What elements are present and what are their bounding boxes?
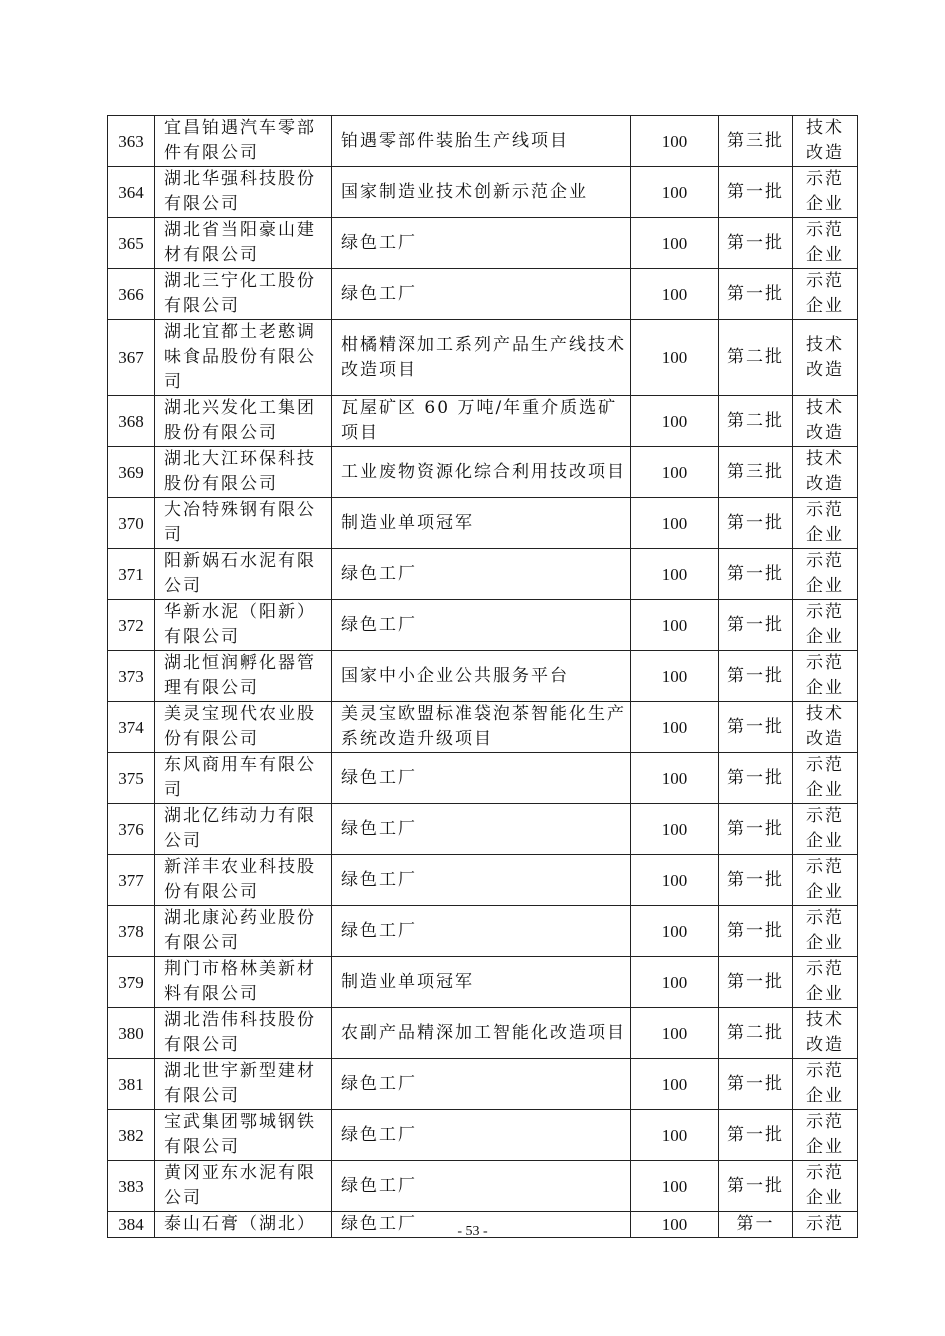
cell-batch [719,396,793,447]
cell-company-text: 湖北恒润孵化器管理有限公司 [164,653,316,698]
cell-number-text: 384 [118,1215,144,1234]
cell-number [108,498,155,549]
cell-number-text: 378 [118,921,144,941]
cell-type [793,1008,858,1059]
cell-amount-text: 100 [661,819,688,839]
cell-type-text: 技术改造 [806,449,844,494]
cell-number-text: 377 [118,870,144,890]
cell-number [108,804,155,855]
cell-project-text: 工业废物资源化综合利用技改项目 [341,461,626,482]
cell-amount [631,600,719,651]
cell-batch-text: 第二批 [727,347,784,367]
cell-batch-text: 第一批 [727,767,784,788]
cell-number-text: 370 [118,513,144,533]
cell-company [155,396,332,447]
cell-number-text: 367 [118,348,144,367]
cell-number-text: 382 [118,1125,144,1145]
cell-batch [719,1008,793,1059]
cell-company [155,218,332,269]
cell-number [108,753,155,804]
cell-project-text: 绿色工厂 [341,1175,417,1196]
cell-amount [631,1110,719,1161]
table-row [108,218,858,269]
cell-company [155,269,332,320]
cell-company-text: 宝武集团鄂城钢铁有限公司 [164,1112,316,1157]
cell-company [155,167,332,218]
cell-amount [631,855,719,906]
table-row [108,320,858,396]
cell-type [793,396,858,447]
cell-batch [719,651,793,702]
cell-project-text: 绿色工厂 [341,232,417,253]
cell-batch-text: 第一批 [727,181,784,202]
cell-amount [631,269,719,320]
table-row [108,906,858,957]
cell-amount-text: 100 [661,564,688,584]
cell-amount-text: 100 [661,615,688,635]
cell-batch [719,116,793,167]
cell-amount-text: 100 [661,666,688,686]
table-row [108,651,858,702]
cell-batch [719,600,793,651]
cell-project [332,600,631,651]
table-row [108,167,858,218]
cell-amount-text: 100 [661,1215,688,1234]
cell-batch-text: 第一批 [727,1175,784,1196]
cell-amount-text: 100 [661,513,688,533]
cell-batch [719,1110,793,1161]
cell-type-text: 示范企业 [806,500,844,545]
cell-type [793,651,858,702]
cell-amount-text: 100 [661,768,688,788]
cell-company [155,1008,332,1059]
table-row [108,1110,858,1161]
cell-type [793,116,858,167]
cell-company-text: 新洋丰农业科技股份有限公司 [164,857,316,902]
cell-type-text: 技术改造 [806,1010,844,1055]
cell-batch [719,269,793,320]
cell-batch-text: 第一批 [727,920,784,941]
cell-batch-text: 第一批 [727,512,784,533]
cell-project [332,1161,631,1212]
cell-company-text: 宜昌铂遇汽车零部件有限公司 [164,118,316,163]
cell-company-text: 湖北省当阳豪山建材有限公司 [164,220,316,265]
cell-batch [719,218,793,269]
cell-batch [719,320,793,396]
cell-number-text: 381 [118,1074,144,1094]
cell-amount-text: 100 [661,462,688,482]
cell-batch [719,1161,793,1212]
cell-project [332,804,631,855]
cell-number-text: 365 [118,233,144,253]
cell-number [108,167,155,218]
table-row [108,269,858,320]
cell-project [332,957,631,1008]
cell-company-text: 湖北大江环保科技股份有限公司 [164,449,316,494]
cell-amount [631,167,719,218]
cell-type [793,269,858,320]
cell-project-text: 制造业单项冠军 [341,512,474,533]
cell-type-text: 示范企业 [806,220,844,265]
cell-amount-text: 100 [661,411,688,431]
cell-company-text: 湖北康沁药业股份有限公司 [164,908,316,953]
cell-project [332,498,631,549]
cell-type [793,1161,858,1212]
cell-amount-text: 100 [661,1023,688,1043]
cell-project-text: 铂遇零部件装胎生产线项目 [341,130,569,151]
cell-type-text: 示范企业 [806,271,844,316]
cell-project [332,396,631,447]
cell-amount [631,906,719,957]
cell-project-text: 绿色工厂 [341,563,417,584]
cell-batch [719,753,793,804]
cell-amount [631,218,719,269]
cell-number [108,855,155,906]
cell-number-text: 371 [118,564,144,584]
cell-amount [631,549,719,600]
cell-number-text: 372 [118,615,144,635]
cell-batch [719,447,793,498]
cell-number [108,906,155,957]
cell-project-text: 绿色工厂 [341,1124,417,1145]
table-row [108,855,858,906]
cell-batch [719,1059,793,1110]
cell-amount [631,498,719,549]
cell-project-text: 绿色工厂 [341,818,417,839]
cell-company-text: 湖北浩伟科技股份有限公司 [164,1010,316,1055]
cell-number-text: 373 [118,666,144,686]
cell-type [793,167,858,218]
cell-project-text: 农副产品精深加工智能化改造项目 [341,1022,626,1043]
cell-company-text: 黄冈亚东水泥有限公司 [164,1163,316,1208]
table-row [108,957,858,1008]
cell-batch [719,906,793,957]
cell-type-text: 示范企业 [806,1061,844,1106]
cell-batch-text: 第一批 [727,665,784,686]
cell-type [793,855,858,906]
cell-number [108,957,155,1008]
cell-batch-text: 第一批 [727,716,784,737]
cell-company-text: 泰山石膏（湖北） [164,1214,316,1234]
cell-type-text: 示范企业 [806,857,844,902]
cell-company-text: 大冶特殊钢有限公司 [164,500,316,545]
cell-number [108,1110,155,1161]
cell-batch-text: 第三批 [727,461,784,482]
cell-amount [631,1008,719,1059]
cell-type-text: 示范企业 [806,551,844,596]
cell-number-text: 368 [118,411,144,431]
cell-company-text: 湖北三宁化工股份有限公司 [164,271,316,316]
cell-project-text: 绿色工厂 [341,1073,417,1094]
cell-number-text: 375 [118,768,144,788]
cell-type-text: 示范企业 [806,959,844,1004]
cell-project [332,651,631,702]
cell-number [108,1059,155,1110]
cell-project-text: 绿色工厂 [341,1214,417,1234]
table-row [108,396,858,447]
cell-batch-text: 第一批 [727,869,784,890]
cell-project-text: 绿色工厂 [341,767,417,788]
cell-project-text: 绿色工厂 [341,920,417,941]
table-row [108,1008,858,1059]
cell-batch-text: 第一批 [727,971,784,992]
cell-number [108,218,155,269]
cell-batch [719,702,793,753]
cell-type [793,702,858,753]
cell-type [793,753,858,804]
cell-batch-text: 第一批 [727,563,784,584]
cell-company [155,549,332,600]
cell-batch [719,549,793,600]
table-row [108,1059,858,1110]
cell-amount [631,753,719,804]
cell-project-text: 国家中小企业公共服务平台 [341,665,569,686]
cell-amount-text: 100 [661,131,688,151]
table-row [108,498,858,549]
cell-company-text: 湖北兴发化工集团股份有限公司 [164,398,316,443]
cell-project [332,855,631,906]
cell-type [793,320,858,396]
cell-number-text: 374 [118,717,144,737]
cell-company-text: 湖北世宇新型建材有限公司 [164,1061,316,1106]
cell-type-text: 技术改造 [806,398,844,443]
cell-project-text: 绿色工厂 [341,614,417,635]
cell-company [155,600,332,651]
cell-batch-text: 第二批 [727,1022,784,1043]
cell-number-text: 376 [118,819,144,839]
cell-batch-text: 第一 [736,1214,775,1234]
cell-amount [631,957,719,1008]
cell-project-text: 国家制造业技术创新示范企业 [341,181,588,202]
cell-number-text: 369 [118,462,144,482]
cell-amount [631,1161,719,1212]
cell-amount [631,1059,719,1110]
cell-number [108,116,155,167]
cell-amount-text: 100 [661,182,688,202]
cell-project [332,167,631,218]
cell-project-text: 绿色工厂 [341,283,417,304]
cell-type-text: 示范企业 [806,169,844,214]
cell-company-text: 华新水泥（阳新）有限公司 [164,602,316,647]
cell-company [155,753,332,804]
table-row [108,702,858,753]
cell-type [793,957,858,1008]
cell-type-text: 示范企业 [806,653,844,698]
cell-batch-text: 第一批 [727,283,784,304]
cell-project-text: 瓦屋矿区 60 万吨/年重介质选矿项目 [341,398,618,443]
cell-batch [719,167,793,218]
cell-amount [631,804,719,855]
cell-batch-text: 第一批 [727,232,784,253]
cell-project-text: 柑橘精深加工系列产品生产线技术改造项目 [341,334,626,380]
cell-company-text: 东风商用车有限公司 [164,755,316,800]
cell-number-text: 364 [118,182,144,202]
cell-number-text: 383 [118,1176,144,1196]
cell-project [332,447,631,498]
cell-project-text: 制造业单项冠军 [341,971,474,992]
cell-company-text: 阳新娲石水泥有限公司 [164,551,316,596]
cell-project [332,906,631,957]
cell-amount [631,447,719,498]
cell-type [793,906,858,957]
cell-number [108,1161,155,1212]
cell-company [155,702,332,753]
cell-amount-text: 100 [661,972,688,992]
cell-type [793,218,858,269]
cell-number-text: 366 [118,284,144,304]
table-row [108,1161,858,1212]
table-row [108,116,858,167]
cell-company [155,804,332,855]
cell-batch [719,855,793,906]
cell-number [108,549,155,600]
cell-project [332,320,631,396]
cell-number-text: 380 [118,1023,144,1043]
cell-number [108,396,155,447]
table-row [108,753,858,804]
cell-company [155,957,332,1008]
cell-amount [631,702,719,753]
cell-amount [631,320,719,396]
cell-company [155,320,332,396]
table-row [108,447,858,498]
cell-project [332,1008,631,1059]
cell-project-text: 美灵宝欧盟标准袋泡茶智能化生产系统改造升级项目 [341,704,626,749]
cell-project [332,1110,631,1161]
cell-amount [631,116,719,167]
cell-type-text: 技术改造 [806,118,844,163]
table-row [108,549,858,600]
cell-project [332,269,631,320]
cell-number [108,447,155,498]
cell-company-text: 荆门市格林美新材料有限公司 [164,959,316,1004]
cell-type-text: 示范企业 [806,755,844,800]
cell-batch-text: 第二批 [727,410,784,431]
cell-number [108,600,155,651]
cell-batch [719,498,793,549]
cell-type [793,549,858,600]
cell-batch-text: 第一批 [727,1124,784,1145]
cell-number [108,269,155,320]
cell-company [155,447,332,498]
cell-company [155,906,332,957]
cell-company [155,855,332,906]
cell-amount-text: 100 [661,1125,688,1145]
cell-type-text: 示范企业 [806,1163,844,1208]
cell-type-text: 示范 [806,1214,844,1234]
cell-amount-text: 100 [661,1074,688,1094]
cell-company-text: 美灵宝现代农业股份有限公司 [164,704,316,749]
cell-type [793,498,858,549]
cell-project [332,1059,631,1110]
cell-batch [719,804,793,855]
cell-company [155,1161,332,1212]
cell-amount-text: 100 [661,717,688,737]
cell-number-text: 363 [118,131,144,151]
cell-number [108,1008,155,1059]
cell-project-text: 绿色工厂 [341,869,417,890]
cell-number [108,702,155,753]
cell-number [108,320,155,396]
project-table [107,115,858,1238]
cell-type [793,804,858,855]
table-row [108,804,858,855]
cell-batch [719,957,793,1008]
cell-project [332,702,631,753]
cell-type-text: 技术改造 [806,704,844,749]
cell-number-text: 379 [118,972,144,992]
table-row [108,600,858,651]
cell-company [155,651,332,702]
cell-company [155,1110,332,1161]
cell-type [793,1110,858,1161]
cell-type-text: 示范企业 [806,1112,844,1157]
cell-number [108,651,155,702]
cell-type-text: 示范企业 [806,806,844,851]
page-number: - 53 - [457,1224,488,1239]
table-body [108,116,858,1238]
cell-type [793,1059,858,1110]
cell-batch-text: 第一批 [727,818,784,839]
cell-amount-text: 100 [661,284,688,304]
cell-company-text: 湖北华强科技股份有限公司 [164,169,316,214]
cell-amount [631,396,719,447]
cell-type-text: 示范企业 [806,602,844,647]
cell-batch-text: 第一批 [727,614,784,635]
cell-amount-text: 100 [661,1176,688,1196]
cell-amount-text: 100 [661,870,688,890]
cell-batch-text: 第三批 [727,130,784,151]
cell-company [155,498,332,549]
cell-amount-text: 100 [661,348,688,367]
cell-type [793,600,858,651]
cell-project [332,218,631,269]
cell-type [793,447,858,498]
cell-amount [631,651,719,702]
cell-project [332,116,631,167]
cell-type-text: 示范企业 [806,908,844,953]
cell-type-text: 技术改造 [806,334,844,380]
cell-company [155,116,332,167]
cell-amount-text: 100 [661,233,688,253]
cell-company [155,1059,332,1110]
cell-amount-text: 100 [661,921,688,941]
cell-project [332,753,631,804]
cell-batch-text: 第一批 [727,1073,784,1094]
cell-project [332,549,631,600]
cell-company-text: 湖北宜都土老憨调味食品股份有限公司 [164,322,316,392]
cell-company-text: 湖北亿纬动力有限公司 [164,806,316,851]
